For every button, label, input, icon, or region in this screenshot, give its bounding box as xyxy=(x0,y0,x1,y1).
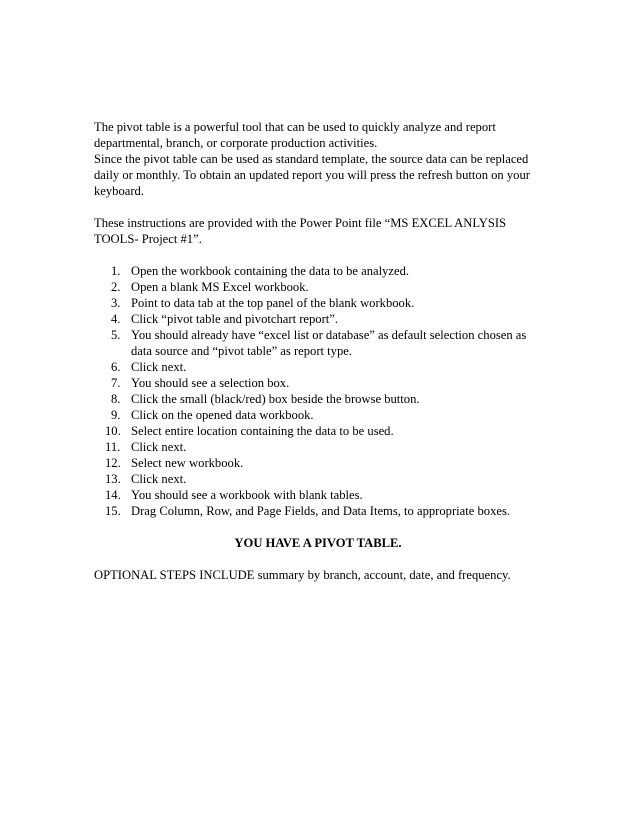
step-text: You should already have “excel list or database” as default selection chosen as data source and “pivot table” as report type. xyxy=(131,328,527,358)
step-text: Click next. xyxy=(131,440,187,454)
step-item xyxy=(94,295,542,311)
step-text: Select new workbook. xyxy=(131,456,244,470)
step-item xyxy=(94,263,542,279)
step-number: 12. xyxy=(105,456,121,470)
step-text: Open a blank MS Excel workbook. xyxy=(131,280,309,294)
step-text: You should see a workbook with blank tables. xyxy=(131,488,363,502)
step-item xyxy=(94,503,542,519)
spacer xyxy=(94,199,542,215)
step-item xyxy=(94,439,542,455)
step-number: 11. xyxy=(105,440,121,454)
step-item xyxy=(94,375,542,391)
spacer xyxy=(94,519,542,535)
step-text: Open the workbook containing the data to be analyzed. xyxy=(131,264,410,278)
step-text: You should see a selection box. xyxy=(131,376,290,390)
result-heading: YOU HAVE A PIVOT TABLE. xyxy=(234,536,402,550)
step-text: Click next. xyxy=(131,360,187,374)
step-number: 15. xyxy=(105,504,121,518)
step-number: 7. xyxy=(111,376,121,390)
document-page xyxy=(94,119,542,583)
step-text: Click “pivot table and pivotchart report”. xyxy=(131,312,339,326)
step-item xyxy=(94,279,542,295)
step-number: 5. xyxy=(111,328,121,342)
spacer xyxy=(94,551,542,567)
step-number: 10. xyxy=(105,424,121,438)
step-text: Drag Column, Row, and Page Fields, and Data Items, to appropriate boxes. xyxy=(131,504,511,518)
step-number: 8. xyxy=(111,392,121,406)
step-number: 3. xyxy=(111,296,121,310)
step-text: Click on the opened data workbook. xyxy=(131,408,314,422)
instructions-note: These instructions are provided with the Power Point file “MS EXCEL ANLYSIS TOOLS- Project #1”. xyxy=(94,216,507,246)
step-number: 14. xyxy=(105,488,121,502)
step-text: Point to data tab at the top panel of the blank workbook. xyxy=(131,296,415,310)
step-item xyxy=(94,487,542,503)
step-item xyxy=(94,471,542,487)
step-number: 2. xyxy=(111,280,121,294)
step-number: 1. xyxy=(111,264,121,278)
step-item xyxy=(94,423,542,439)
intro-paragraph-2: Since the pivot table can be used as standard template, the source data can be replaced daily or monthly. To obtain an updated report you will press the refresh button on your keyboard. xyxy=(94,152,530,198)
step-text: Click the small (black/red) box beside the browse button. xyxy=(131,392,420,406)
step-text: Click next. xyxy=(131,472,187,486)
step-item xyxy=(94,455,542,471)
step-number: 4. xyxy=(111,312,121,326)
intro-paragraph-1: The pivot table is a powerful tool that can be used to quickly analyze and report departmental, branch, or corporate production activities. xyxy=(94,120,496,150)
step-number: 13. xyxy=(105,472,121,486)
step-item xyxy=(94,391,542,407)
step-item xyxy=(94,407,542,423)
spacer xyxy=(94,247,542,263)
step-number: 6. xyxy=(111,360,121,374)
optional-note: OPTIONAL STEPS INCLUDE summary by branch, account, date, and frequency. xyxy=(94,568,511,582)
step-item xyxy=(94,359,542,375)
steps-list xyxy=(94,263,542,519)
step-number: 9. xyxy=(111,408,121,422)
step-item xyxy=(94,327,542,359)
step-text: Select entire location containing the data to be used. xyxy=(131,424,394,438)
step-item xyxy=(94,311,542,327)
